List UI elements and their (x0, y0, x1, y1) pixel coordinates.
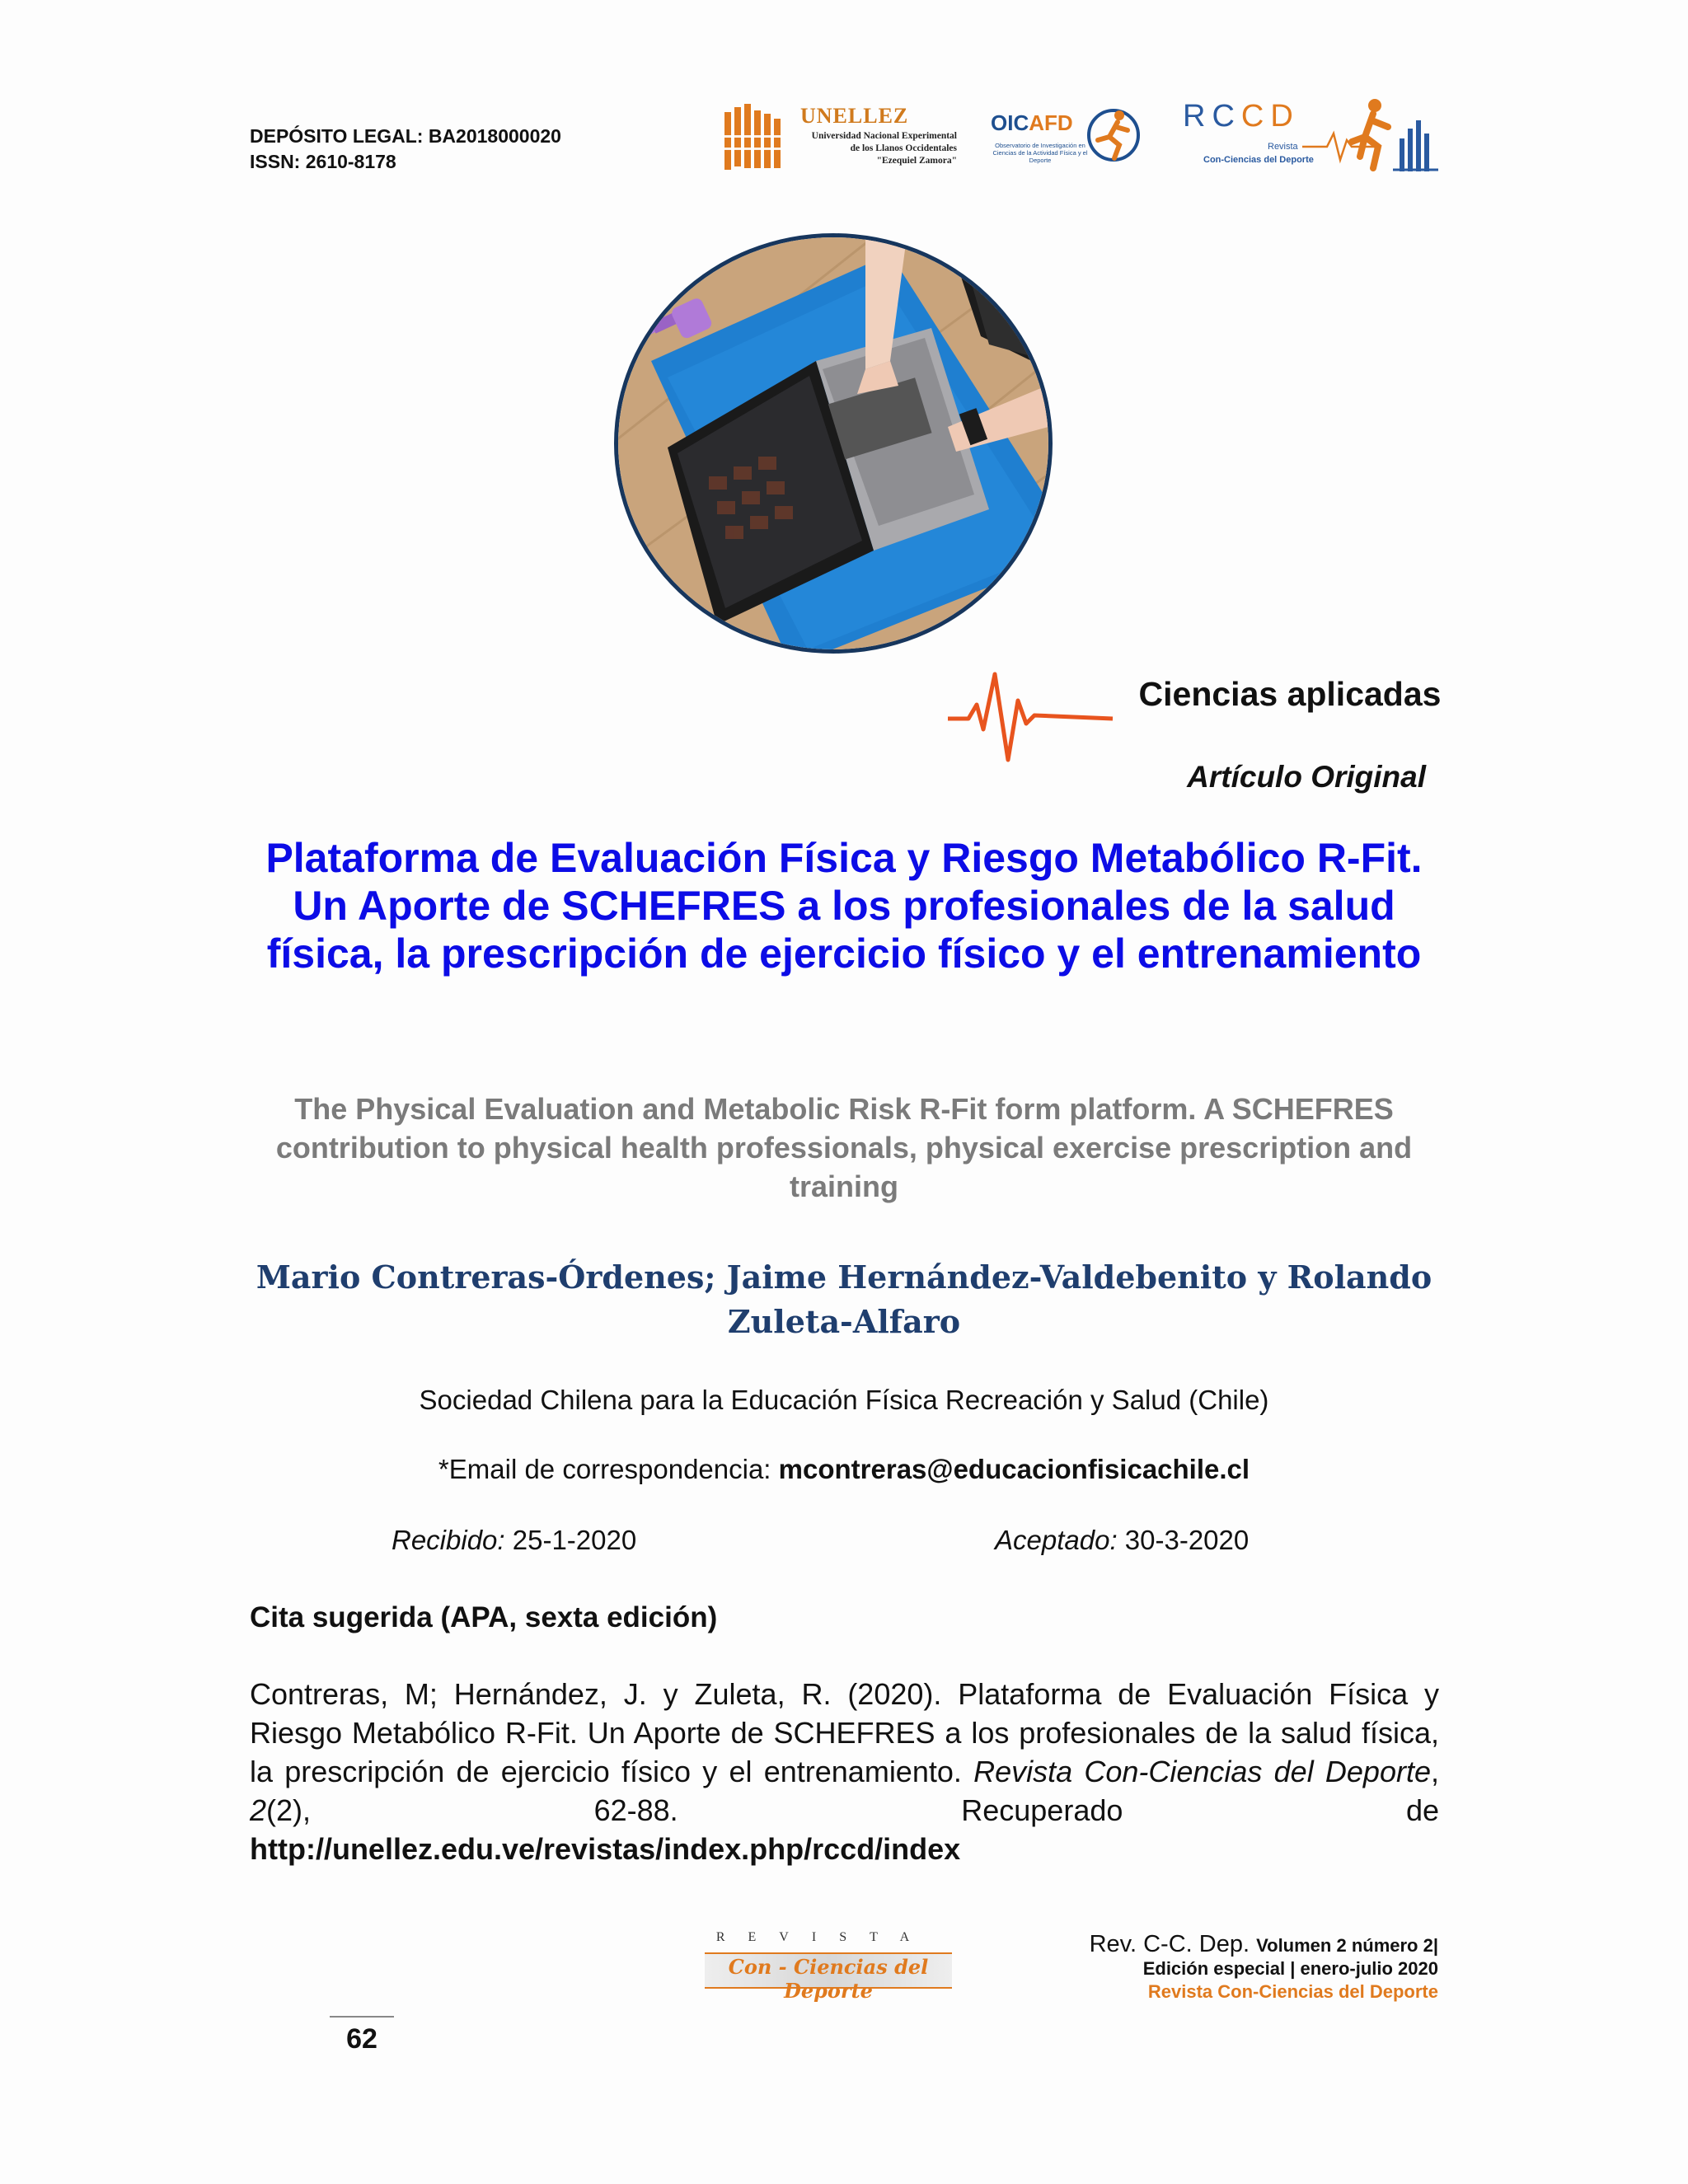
affiliation: Sociedad Chilena para la Educación Física Recreación y Salud (Chile) (419, 1385, 1269, 1415)
citation-url[interactable]: http://unellez.edu.ve/revistas/index.php/rccd/index (250, 1832, 961, 1866)
legal-info (250, 124, 561, 175)
cover-photo (614, 233, 1053, 654)
received-date: Recibido: 25-1-2020 (392, 1525, 637, 1555)
rccd-logo: RCCD Revista Con-Ciencias del Deporte (1179, 97, 1438, 184)
section-label: Ciencias aplicadas (1138, 675, 1442, 713)
deposito-legal: DEPÓSITO LEGAL: BA2018000020 (250, 125, 561, 147)
page-number-rule (330, 2016, 394, 2018)
heartbeat-pulse-icon (944, 668, 1117, 766)
issn: ISSN: 2610-8178 (250, 151, 396, 172)
page-number: 62 (346, 2023, 377, 2055)
citation-heading: Cita sugerida (APA, sexta edición) (250, 1601, 718, 1633)
title-english: The Physical Evaluation and Metabolic Risk R-Fit form platform. A SCHEFRES contribution to physical health professionals, physical exercise prescription and training (275, 1092, 1413, 1203)
unellez-bars-icon (721, 102, 795, 176)
fitness-laptop-illustration (618, 237, 1048, 649)
title-spanish: Plataforma de Evaluación Física y Riesgo Metabólico R-Fit. Un Aporte de SCHEFRES a los profesionales de la salud física, la prescripción de ejercicio físico y el entrenamiento (265, 835, 1423, 977)
authors: Mario Contreras-Órdenes; Jaime Hernández-Valdebenito y Rolando Zuleta-Alfaro (256, 1258, 1432, 1340)
accepted-date: Aceptado: 30-3-2020 (995, 1525, 1250, 1555)
rccd-runner-icon (1302, 97, 1438, 176)
unellez-logo: UNELLEZ Universidad Nacional Experimental de los Llanos Occidentales "Ezequiel Zamora" (721, 97, 956, 180)
correspondence-email: *Email de correspondencia: mcontreras@educacionfisicachile.cl (438, 1454, 1250, 1484)
oicafd-logo: OICAFD Observatorio de Investigación en Ciencias de la Actividad Física y el Deporte (989, 97, 1146, 180)
runner-icon (1086, 102, 1141, 168)
citation-text: Contreras, M; Hernández, J. y Zuleta, R. (2020). Plataforma de Evaluación Física y Riesgo Metabólico R-Fit. Un Aporte de SCHEFRES a los profesionales de la salud física, la prescripción de ejercicio físico y el entrenamiento. Revista Con-Ciencias del Deporte, 2(2), 62-88. Recuperado de http://unellez.edu.ve/revistas/index.php/rccd/index (250, 1675, 1439, 1868)
journal-meta: Rev. C-C. Dep. Volumen 2 número 2| Edición especial | enero-julio 2020 Revista Con-Ciencias del Deporte (1089, 1931, 1438, 2002)
article-type: Artículo Original (1187, 760, 1426, 794)
revista-logo: REVISTA Con - Ciencias del Deporte (701, 1930, 964, 1996)
email-address[interactable]: mcontreras@educacionfisicachile.cl (778, 1454, 1250, 1484)
